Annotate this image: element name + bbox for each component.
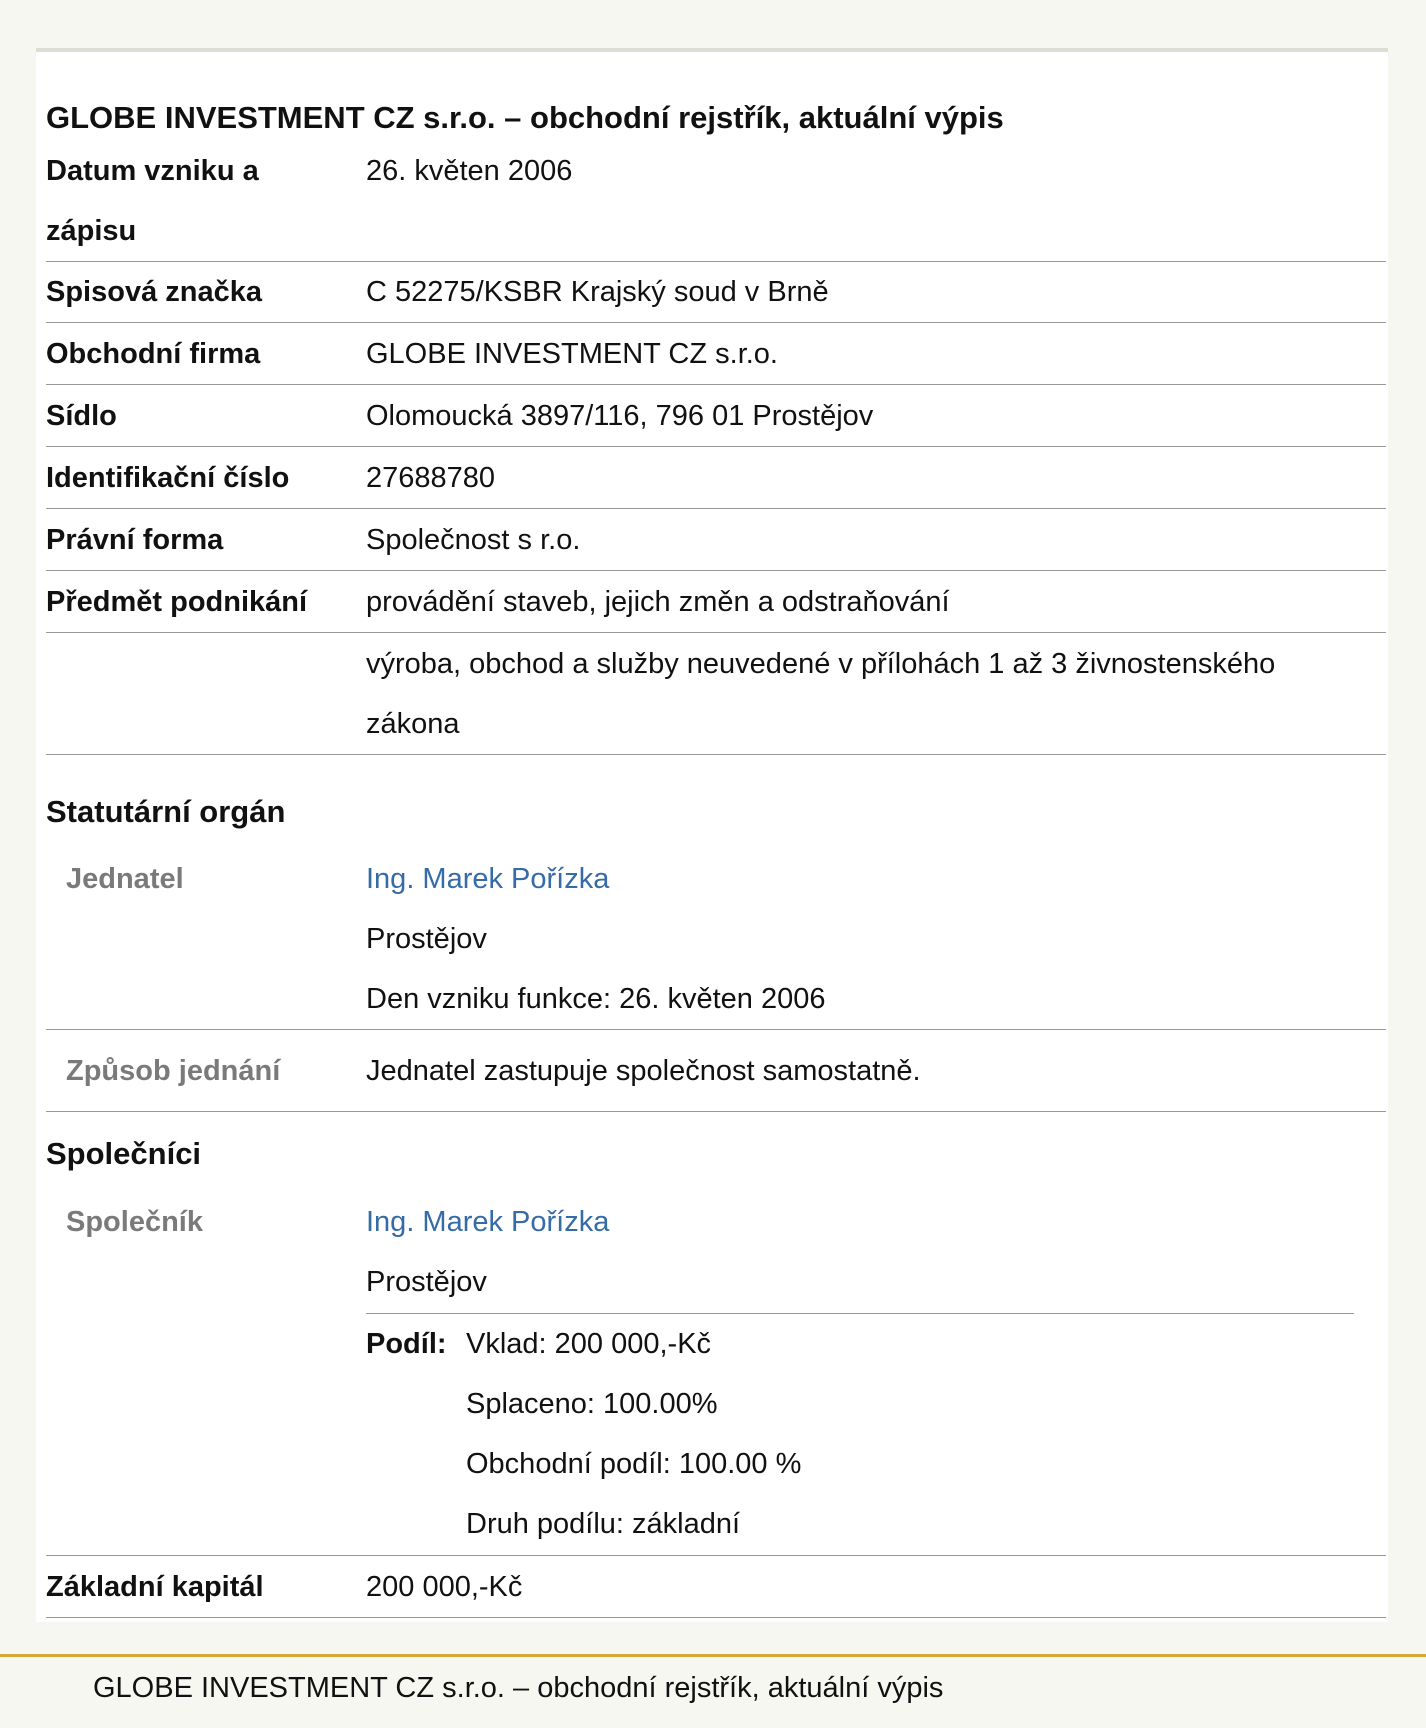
row-pravni-forma <box>46 510 1386 571</box>
row-label: Sídlo <box>46 400 117 432</box>
row-label: Identifikační číslo <box>46 462 290 494</box>
share-type: Druh podílu: základní <box>466 1508 741 1540</box>
row-value: provádění staveb, jejich změn a odstraňování <box>366 586 950 618</box>
row-zakladni-kapital <box>46 1557 1386 1618</box>
footer-title: GLOBE INVESTMENT CZ s.r.o. – obchodní rejstřík, aktuální výpis <box>93 1672 944 1704</box>
share-paid: Splaceno: 100.00% <box>466 1388 718 1420</box>
statutory-jednatel-row <box>46 849 1386 1030</box>
role-label: Jednatel <box>66 863 184 895</box>
row-value-line2: zákona <box>366 708 460 740</box>
row-value: Společnost s r.o. <box>366 524 581 556</box>
method-value: Jednatel zastupuje společnost samostatně. <box>366 1055 921 1087</box>
row-spisova-znacka <box>46 262 1386 323</box>
row-label-line2: zápisu <box>46 215 137 247</box>
row-label: Spisová značka <box>46 276 262 308</box>
row-label <box>46 141 346 261</box>
page-title: GLOBE INVESTMENT CZ s.r.o. – obchodní rejstřík, aktuální výpis <box>46 100 1004 135</box>
role-label: Společník <box>66 1206 203 1238</box>
partner-row <box>46 1192 1386 1312</box>
register-card <box>36 48 1388 1622</box>
person-city: Prostějov <box>366 923 487 955</box>
share-deposit: Vklad: 200 000,-Kč <box>466 1328 712 1360</box>
row-sidlo <box>46 386 1386 447</box>
row-predmet-podnikani <box>46 572 1386 633</box>
partners-divider <box>46 1555 1386 1556</box>
row-label: Základní kapitál <box>46 1571 264 1603</box>
person-block <box>366 1192 1366 1312</box>
share-label: Podíl: <box>366 1328 447 1360</box>
row-value: 26. květen 2006 <box>366 155 573 187</box>
row-label-line1: Datum vzniku a <box>46 155 259 187</box>
row-value: 27688780 <box>366 462 496 494</box>
share-business-share: Obchodní podíl: 100.00 % <box>466 1448 802 1480</box>
statutory-method-row <box>46 1031 1386 1112</box>
method-label: Způsob jednání <box>66 1055 281 1087</box>
row-value: C 52275/KSBR Krajský soud v Brně <box>366 276 829 308</box>
person-block <box>366 849 1366 1029</box>
row-value: Olomoucká 3897/116, 796 01 Prostějov <box>366 400 874 432</box>
row-value-line1: výroba, obchod a služby neuvedené v přílohách 1 až 3 živnostenského <box>366 648 1276 680</box>
footer-accent-line <box>0 1654 1426 1657</box>
row-value: GLOBE INVESTMENT CZ s.r.o. <box>366 338 778 370</box>
row-datum-vzniku <box>46 141 1386 262</box>
share-values <box>466 1314 1266 1554</box>
section-heading-partners: Společníci <box>46 1136 202 1171</box>
row-label: Právní forma <box>46 524 224 556</box>
section-heading-statutory: Statutární orgán <box>46 794 286 829</box>
row-obchodni-firma <box>46 324 1386 385</box>
row-label: Předmět podnikání <box>46 586 308 618</box>
row-label: Obchodní firma <box>46 338 261 370</box>
row-value: 200 000,-Kč <box>366 1571 523 1603</box>
row-identifikacni-cislo <box>46 448 1386 509</box>
person-since: Den vzniku funkce: 26. květen 2006 <box>366 983 826 1015</box>
row-predmet-podnikani-2 <box>46 634 1386 755</box>
person-city: Prostějov <box>366 1266 487 1298</box>
row-value <box>366 634 1366 754</box>
person-name-link[interactable]: Ing. Marek Pořízka <box>366 863 610 895</box>
person-name-link[interactable]: Ing. Marek Pořízka <box>366 1206 610 1238</box>
